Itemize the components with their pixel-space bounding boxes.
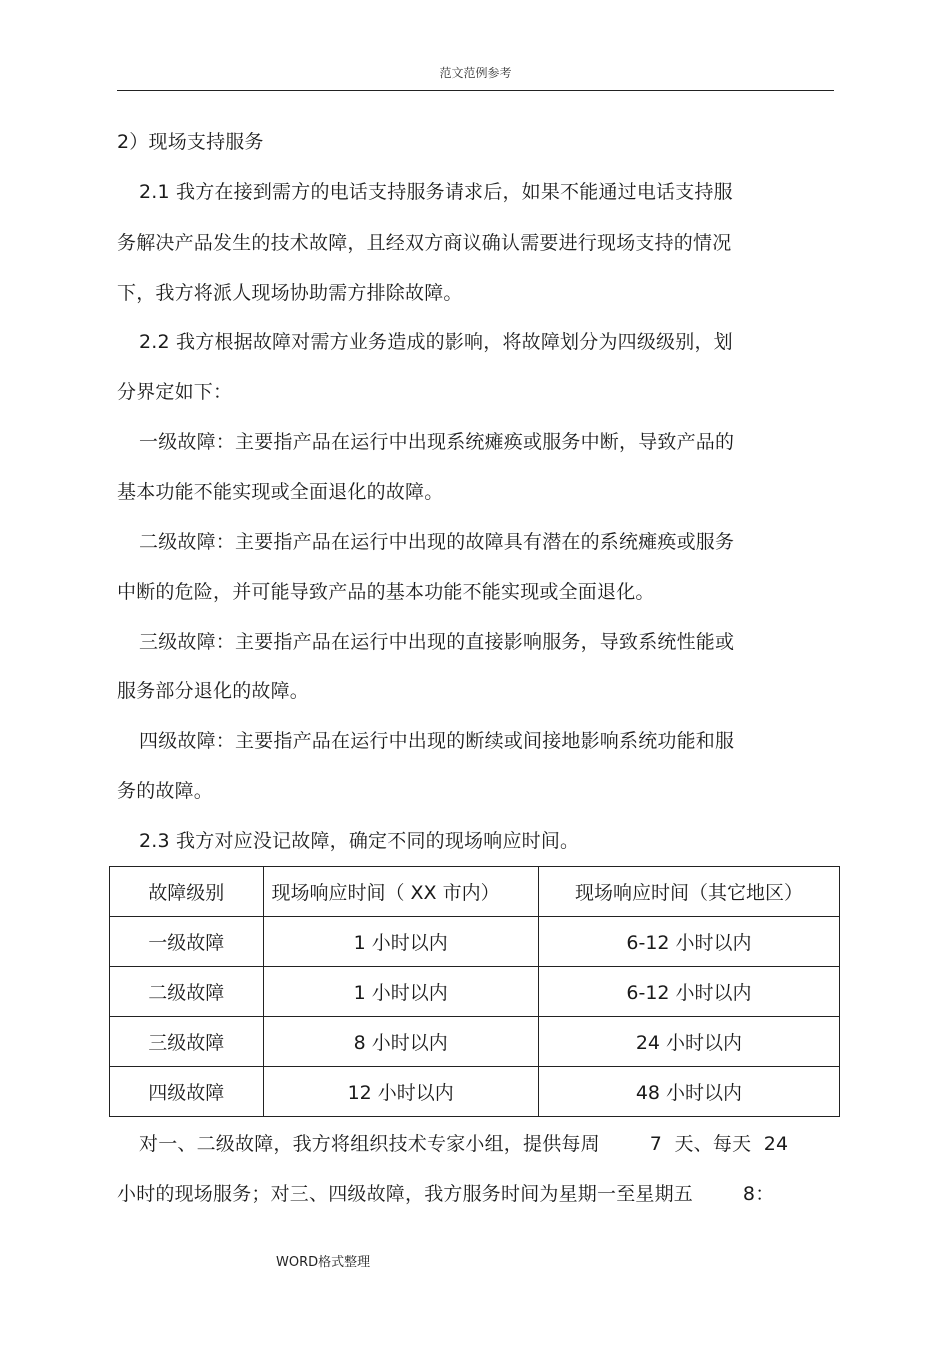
table-header-cell: 现场响应时间（其它地区） (538, 867, 839, 917)
paragraph-line: 二级故障：主要指产品在运行中出现的故障具有潜在的系统瘫痪或服务 (139, 531, 735, 553)
paragraph-line: 2.3 我方对应没记故障，确定不同的现场响应时间。 (139, 830, 580, 852)
table-header-cell: 故障级别 (110, 867, 264, 917)
table-cell: 12 小时以内 (263, 1067, 538, 1117)
section-heading: 2）现场支持服务 (117, 131, 264, 153)
paragraph-line: 下，我方将派人现场协助需方排除故障。 (117, 282, 463, 304)
paragraph-line: 三级故障：主要指产品在运行中出现的直接影响服务，导致系统性能或 (139, 631, 735, 653)
table-row (110, 967, 840, 1017)
paragraph-line: 务解决产品发生的技术故障，且经双方商议确认需要进行现场支持的情况 (117, 232, 732, 254)
table-row (110, 1017, 840, 1067)
table-header-row (110, 867, 840, 917)
paragraph-line: 服务部分退化的故障。 (117, 680, 310, 702)
page-footer: WORD格式整理 (276, 1255, 371, 1270)
paragraph-line: 四级故障：主要指产品在运行中出现的断续或间接地影响系统功能和服 (139, 730, 735, 752)
table-cell: 6-12 小时以内 (538, 917, 839, 967)
response-time-table (109, 866, 840, 1117)
table-header-cell: 现场响应时间（ XX 市内） (263, 867, 538, 917)
table-cell: 8 小时以内 (263, 1017, 538, 1067)
paragraph-line: 务的故障。 (117, 780, 214, 802)
table-cell: 四级故障 (110, 1067, 264, 1117)
table-cell: 24 小时以内 (538, 1017, 839, 1067)
table-cell: 二级故障 (110, 967, 264, 1017)
table-row (110, 917, 840, 967)
table-cell: 一级故障 (110, 917, 264, 967)
paragraph-line: 基本功能不能实现或全面退化的故障。 (117, 481, 444, 503)
table-cell: 6-12 小时以内 (538, 967, 839, 1017)
table-cell: 48 小时以内 (538, 1067, 839, 1117)
paragraph-line: 小时的现场服务；对三、四级故障，我方服务时间为星期一至星期五 8： (117, 1183, 775, 1205)
table-cell: 三级故障 (110, 1017, 264, 1067)
paragraph-line: 一级故障：主要指产品在运行中出现系统瘫痪或服务中断，导致产品的 (139, 431, 735, 453)
paragraph-line: 对一、二级故障，我方将组织技术专家小组，提供每周 7 天、每天 24 (139, 1133, 789, 1155)
paragraph-line: 2.2 我方根据故障对需方业务造成的影响，将故障划分为四级级别，划 (139, 331, 733, 353)
table-row (110, 1067, 840, 1117)
page-header: 范文范例参考 (439, 66, 512, 80)
paragraph-line: 分界定如下： (117, 381, 233, 403)
table-cell: 1 小时以内 (263, 967, 538, 1017)
paragraph-line: 中断的危险，并可能导致产品的基本功能不能实现或全面退化。 (117, 581, 655, 603)
paragraph-line: 2.1 我方在接到需方的电话支持服务请求后，如果不能通过电话支持服 (139, 181, 733, 203)
table-cell: 1 小时以内 (263, 917, 538, 967)
header-divider (117, 90, 834, 91)
